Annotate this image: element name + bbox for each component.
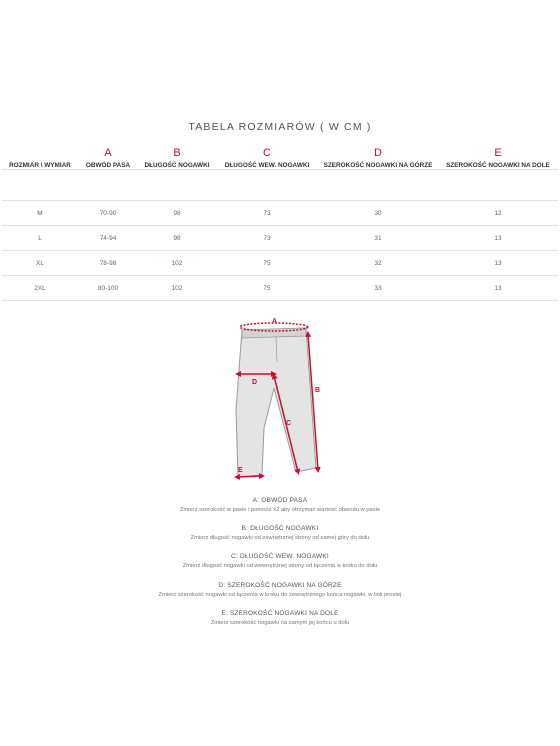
description-text: Zmierz szerokość nogawki na samym jej końcu u dołu <box>210 620 350 626</box>
table-row: XL 78-98 102 75 32 13 <box>2 251 558 276</box>
description-text: Zmierz długość nogawki od wewnętrznej strony od łączenia w kroku do dołu <box>182 563 378 569</box>
letter-a: A <box>104 147 112 159</box>
pants-shape <box>236 328 316 477</box>
table-row: 2XL 80-100 102 75 33 13 <box>2 276 558 301</box>
pants-measurement-diagram <box>226 310 336 485</box>
letter-b: B <box>173 147 181 159</box>
label-d: D <box>252 379 258 386</box>
letter-e: E <box>494 147 502 159</box>
measure-e-line <box>237 476 262 477</box>
description-c <box>0 553 560 569</box>
description-heading: E: SZEROKOŚĆ NOGAWKI NA DOLE <box>221 610 339 617</box>
label-b: B <box>315 387 321 394</box>
page-title: TABELA ROZMIARÓW ( W CM ) <box>188 121 372 133</box>
header-b: B DŁUGOŚĆ NOGAWKI <box>138 141 216 170</box>
label-c: C <box>286 420 292 427</box>
label-e: E <box>238 467 243 474</box>
description-text: Zmierz szerokość nogawki od łączenia w kroku do zewnętrznego końca nogawki, w linii prostej <box>158 592 402 598</box>
table-spacer-row <box>2 170 558 201</box>
letter-d: D <box>374 147 382 159</box>
header-c: C DŁUGOŚĆ WEW. NOGAWKI <box>216 141 318 170</box>
description-heading: C: DŁUGOŚĆ WEW. NOGAWKI <box>231 553 329 560</box>
description-e <box>0 610 560 626</box>
table-header-row <box>2 141 558 170</box>
description-text: Zmierz szerokość w pasie i pomnóż x2 aby otrzymać wartość obwodu w pasie <box>179 507 381 513</box>
table-row: M 70-90 98 73 30 12 <box>2 201 558 226</box>
description-heading: B: DŁUGOŚĆ NOGAWKI <box>241 525 319 532</box>
header-d: D SZEROKOŚĆ NOGAWKI NA GÓRZE <box>318 141 438 170</box>
header-a: A OBWÓD PASA <box>78 141 138 170</box>
letter-c: C <box>263 147 271 159</box>
size-table <box>2 141 558 301</box>
description-d <box>0 582 560 598</box>
description-a <box>0 497 560 513</box>
description-b <box>0 525 560 541</box>
description-heading: A: OBWÓD PASA <box>252 497 308 504</box>
description-text: Zmierz długość nogawki od zewnętrznej strony od samej góry do dołu <box>190 535 370 541</box>
description-heading: D: SZEROKOŚĆ NOGAWKI NA GÓRZE <box>218 582 342 589</box>
header-e: E SZEROKOŚĆ NOGAWKI NA DOLE <box>438 141 558 170</box>
label-a: A <box>272 318 278 325</box>
table-row: L 74-94 98 73 31 13 <box>2 226 558 251</box>
header-size: ROZMIAR \ WYMIAR <box>9 162 71 169</box>
